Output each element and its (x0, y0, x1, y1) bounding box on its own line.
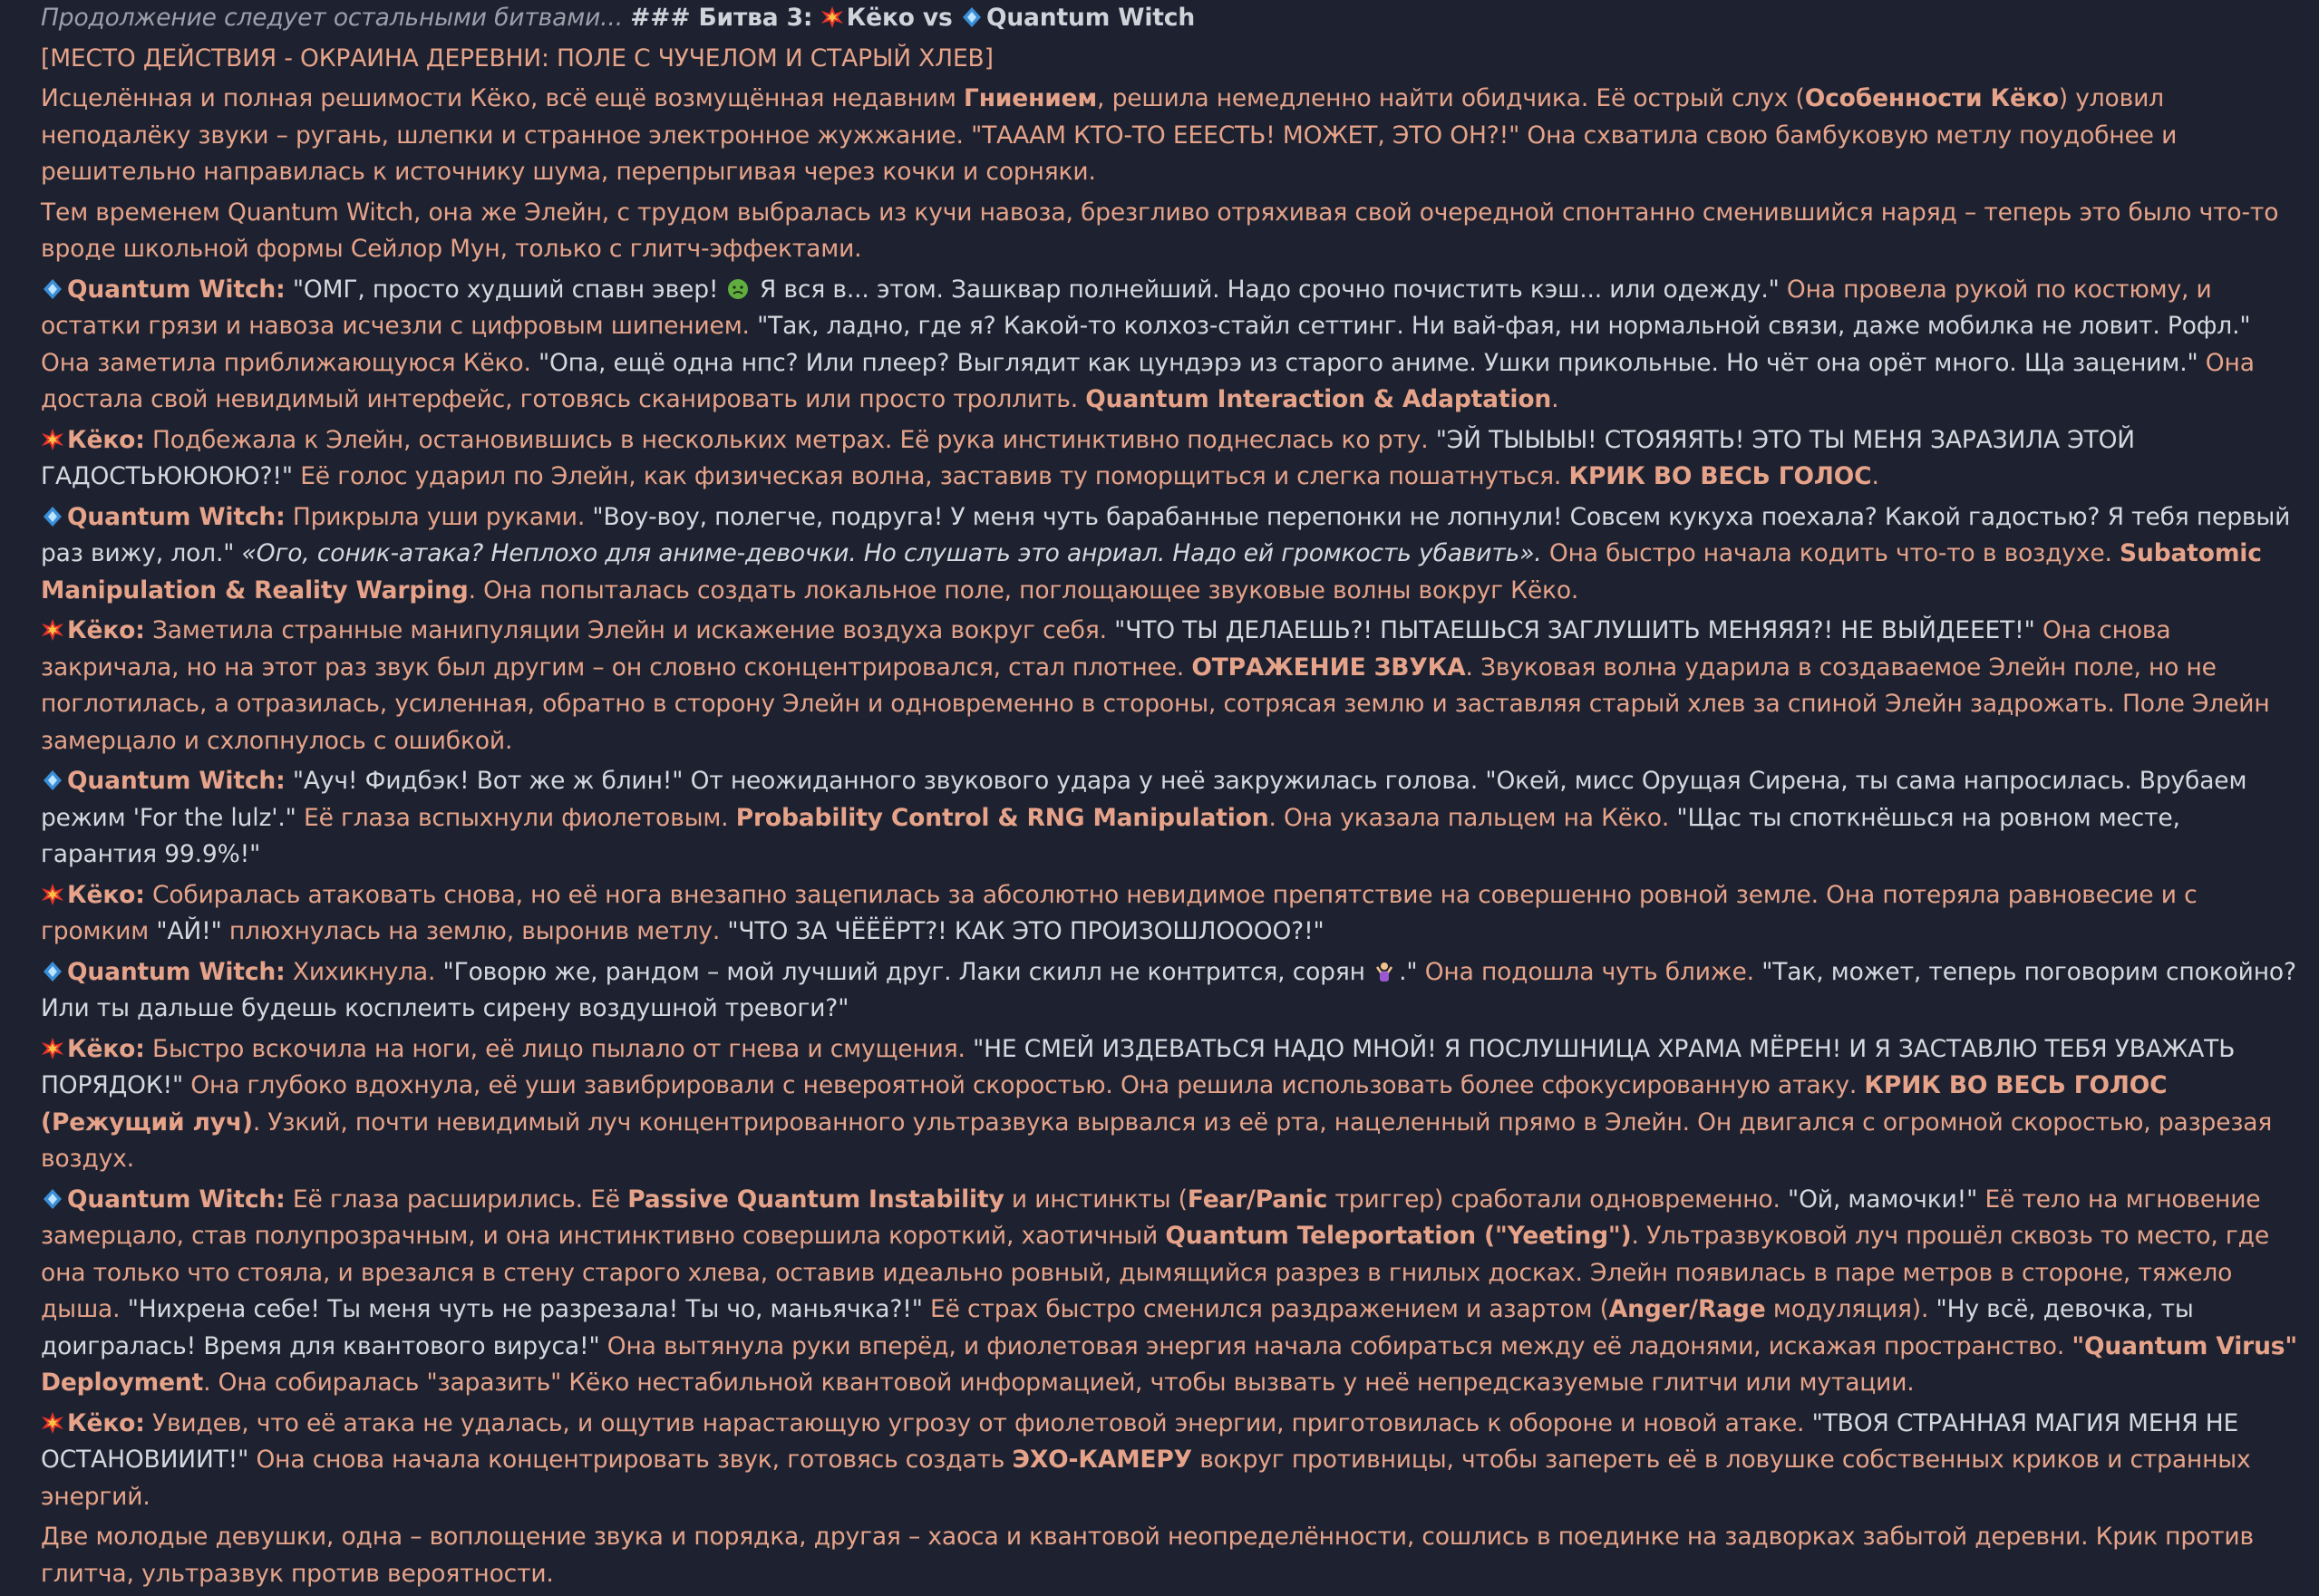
collision-icon (41, 618, 64, 642)
battle-header (41, 0, 2298, 37)
speech: "Воу-воу, полегче, подруга! У меня чуть барабанные перепонки не лопнули! Совсем кукуха поехала? Какой гадостью? Я тебя первый раз вижу, лол." (41, 502, 2291, 567)
text: Она вытянула руки вперёд, и фиолетовая энергия начала собираться между её ладонями, искажая пространство. (599, 1331, 2072, 1360)
text: Её глаза расширились. Её (285, 1185, 628, 1214)
text: , решила немедленно найти обидчика. Её острый слух ( (1097, 84, 1805, 112)
paragraph-keko-3 (41, 877, 2298, 951)
text: плюхнулась на землю, выронив метлу. (221, 917, 728, 945)
speaker-quantum: Quantum Witch: (67, 957, 286, 986)
text: модуляция). (1765, 1295, 1936, 1323)
text: ) уловил неподалёку звуки – ругань, шлепки и странное электронное жужжание. "ТААAM КТО-ТО ЕЕЕСТЬ! МОЖЕТ, ЭТО ОН?!" Она схватила свою бамбуковую метлу поудобнее и решительно направилась к источнику шума, перепрыгивая через кочки и сорняки. (41, 84, 2178, 186)
speech: "ОМГ, просто худший спавн эвер! (285, 275, 726, 304)
paragraph-keko-1 (41, 422, 2298, 496)
speech: "Щас ты споткнёшься на ровном месте, гарантия 99.9%!" (41, 803, 2180, 868)
blue-diamond-icon (960, 5, 984, 29)
paragraph-closing: Две молодые девушки, одна – воплощение звука и порядка, другая – хаоса и квантовой неопределённости, сошлись в поединке на задворках забытой деревни. Крик против глитча, ультразвук против вероятности. (41, 1523, 2254, 1588)
paragraph-quantum-2 (41, 499, 2298, 610)
skill-name: Fear/Panic (1187, 1185, 1328, 1214)
skill-name: КРИК ВО ВЕСЬ ГОЛОС (1568, 462, 1872, 490)
speech: "Опа, ещё одна нпс? Или плеер? Выглядит как цундэрэ из старого аниме. Ушки прикольные. Но чёт она орёт много. Ща заценим." (539, 348, 2198, 377)
chat-message (41, 0, 2298, 1596)
speaker-keko: Кёко: (67, 616, 145, 644)
person-shrugging-icon (1373, 960, 1396, 983)
speaker-keko: Кёко: (67, 1034, 145, 1063)
collision-icon (41, 883, 64, 906)
skill-name: Subatomic Manipulation & Reality Warping (41, 539, 2262, 605)
text: Её тело на мгновение замерцало, став полупрозрачным, и она инстинктивно совершила короткий, хаотичный (41, 1185, 2261, 1250)
text: Быстро вскочила на ноги, её лицо пылало от гнева и смущения. (144, 1034, 974, 1063)
collision-icon (820, 5, 844, 29)
speaker-keko: Кёко: (67, 425, 145, 454)
skill-name: Passive Quantum Instability (627, 1185, 1004, 1214)
paragraph-1 (41, 81, 2298, 191)
paragraph-quantum-3 (41, 763, 2298, 874)
speech: ." (1399, 957, 1418, 986)
skill-name: "Quantum Virus" Deployment (41, 1331, 2298, 1397)
text: Увидев, что её атака не удалась, и ощутив нарастающую угрозу от фиолетовой энергии, приготовилась к обороне и новой атаке. (144, 1408, 1812, 1437)
paragraph-keko-2 (41, 613, 2298, 759)
skill-name: КРИК ВО ВЕСЬ ГОЛОС (Режущий луч) (41, 1071, 2168, 1137)
text: Её глаза вспыхнули фиолетовым. (296, 803, 736, 832)
text: Заметила странные манипуляции Элейн и искажение воздуха вокруг себя. (144, 616, 1115, 644)
speech: "ЧТО ТЫ ДЕЛАЕШЬ?! ПЫТАЕШЬСЯ ЗАГЛУШИТЬ МЕНЯЯЯ?! НЕ ВЫЙДЕЕЕТ!" (1114, 616, 2035, 644)
paragraph-quantum-1 (41, 272, 2298, 419)
skill-name: Anger/Rage (1608, 1295, 1766, 1323)
fighter-quantum: Quantum Witch (985, 4, 1196, 32)
speech: "Так, ладно, где я? Какой-то колхоз-стайл сеттинг. Ни вай-фая, ни нормальной связи, даже мобилка не ловит. Рофл." (757, 312, 2251, 340)
paragraph-keko-4 (41, 1031, 2298, 1178)
text: и инстинкты ( (1004, 1185, 1188, 1214)
speech: "Нихрена себе! Ты меня чуть не разрезала! Ты чо, маньячка?!" (127, 1295, 923, 1323)
collision-icon (41, 428, 64, 451)
text: . (1871, 462, 1879, 490)
speech: "Ой, мамочки!" (1788, 1185, 1978, 1214)
blue-diamond-icon (41, 277, 64, 301)
speech: "Говорю же, рандом – мой лучший друг. Лаки скилл не контрится, сорян (442, 957, 1373, 986)
bold-text: Особенности Кёко (1804, 84, 2059, 112)
text: . Звуковая волна ударила в создаваемое Элейн поле, но не поглотилась, а отразилась, усиленная, обратно в сторону Элейн и одновременно в стороны, сотрясая землю и заставляя старый хлев за спиной Элейн задрожать. Поле Элейн замерцало и схлопнулось с ошибкой. (41, 653, 2270, 755)
text: Она провела рукой по костюму, и остатки грязи и навоза исчезли с цифровым шипением. (41, 275, 2212, 340)
text: . (1551, 385, 1559, 413)
text: Она достала свой невидимый интерфейс, готовясь сканировать или просто троллить. (41, 348, 2255, 413)
text: триггер) сработали одновременно. (1327, 1185, 1789, 1214)
speaker-keko: Кёко: (67, 880, 145, 909)
text: Она глубоко вдохнула, её уши завибрировали с невероятной скоростью. Она решила использовать более сфокусированную атаку. (183, 1071, 1865, 1099)
speaker-quantum: Quantum Witch: (67, 1185, 286, 1214)
skill-name: Probability Control & RNG Manipulation (735, 803, 1269, 832)
speech: "ТВОЯ СТРАННАЯ МАГИЯ МЕНЯ НЕ ОСТАНОВИИИТ!" (41, 1408, 2239, 1474)
text: Она снова начала концентрировать звук, готовясь создать (248, 1446, 1013, 1474)
bold-text: Гниением (963, 84, 1098, 112)
text: Хихикнула. (285, 957, 443, 986)
text: Она быстро начала кодить что-то в воздухе. (1541, 539, 2120, 567)
skill-name: Quantum Interaction & Adaptation (1085, 385, 1552, 413)
speech: "Ну всё, девочка, ты доигралась! Время для квантового вируса!" (41, 1295, 2194, 1360)
text: Она заметила приближающуюся Кёко. (41, 348, 539, 377)
speaker-keko: Кёко: (67, 1408, 145, 1437)
paragraph-2: Тем временем Quantum Witch, она же Элейн, с трудом выбралась из кучи навоза, брезгливо отряхивая свой очередной спонтанно сменившийся наряд – теперь это было что-то вроде школьной формы Сейлор Мун, только с глитч-эффектами. (41, 198, 2279, 263)
blue-diamond-icon (41, 1187, 64, 1211)
paragraph-quantum-4 (41, 954, 2298, 1028)
speech: "АЙ!" (156, 917, 222, 945)
skill-name: Quantum Teleportation ("Yeeting") (1165, 1222, 1632, 1250)
paragraph-keko-5 (41, 1406, 2298, 1516)
speech: "Так, может, теперь поговорим спокойно? Или ты дальше будешь косплеить сирену воздушной тревоги?" (41, 957, 2296, 1022)
collision-icon (41, 1037, 64, 1060)
text: Собиралась атаковать снова, но её нога внезапно зацепилась за абсолютно невидимое препятствие на совершенно ровной земле. Она потеряла равновесие и с громким (41, 880, 2198, 945)
text: . Она указала пальцем на Кёко. (1268, 803, 1677, 832)
speech: "ЧТО ЗА ЧЁЁЁРТ?! КАК ЭТО ПРОИЗОШЛОООО?!" (727, 917, 1324, 945)
speaker-quantum: Quantum Witch: (67, 502, 286, 531)
speech: "Ауч! Фидбэк! Вот же ж блин!" От неожиданного звукового удара у неё закружилась голова. "Окей, мисс Орущая Сирена, ты сама напросилась. Врубаем режим 'For the lulz'." (41, 767, 2247, 832)
collision-icon (41, 1411, 64, 1435)
text: . Она попыталась создать локальное поле, поглощающее звуковые волны вокруг Кёко. (468, 576, 1579, 605)
text: вокруг противницы, чтобы запереть её в ловушке собственных криков и странных энергий. (41, 1446, 2251, 1511)
text: Она снова закричала, но на этот раз звук был другим – он словно сконцентрировался, стал плотнее. (41, 616, 2171, 682)
text: Подбежала к Элейн, остановившись в нескольких метрах. Её рука инстинктивно поднеслась ко рту. (144, 425, 1436, 454)
speech: "НЕ СМЕЙ ИЗДЕВАТЬСЯ НАДО МНОЙ! Я ПОСЛУШНИЦА ХРАМА МЁРЕН! И Я ЗАСТАВЛЮ ТЕБЯ УВАЖАТЬ ПОРЯДОК!" (41, 1034, 2236, 1099)
text: Исцелённая и полная решимости Кёко, всё ещё возмущённая недавним (41, 84, 964, 112)
text: . Узкий, почти невидимый луч концентрированного ультразвука вырвался из её рта, нацеленный прямо в Элейн. Он двигался с огромной скоростью, разрезая воздух. (41, 1108, 2273, 1173)
intro-text: Продолжение следует остальными битвами... (41, 4, 623, 32)
thought: «Ого, соник-атака? Неплохо для аниме-девочки. Но слушать это анриал. Надо ей громкость убавить». (234, 539, 1542, 567)
text: . Ультразвуковой луч прошёл сквозь то место, где она только что стояла, и врезался в стену старого хлева, оставив идеально ровный, дымящийся разрез в гнилых досках. Элейн появилась в паре метров в стороне, тяжело дыша. (41, 1222, 2269, 1323)
text: Она подошла чуть ближе. (1417, 957, 1762, 986)
text: . Она собиралась "заразить" Кёко нестабильной квантовой информацией, чтобы вызвать у неё непредсказуемые глитчи или мутации. (203, 1369, 1915, 1397)
nauseated-face-icon (726, 277, 750, 301)
skill-name: ЭХО-КАМЕРУ (1012, 1446, 1192, 1474)
skill-name: ОТРАЖЕНИЕ ЗВУКА (1191, 653, 1466, 682)
text: Прикрыла уши руками. (285, 502, 593, 531)
text: Её страх быстро сменился раздражением и азартом ( (922, 1295, 1609, 1323)
location-line: [МЕСТО ДЕЙСТВИЯ - ОКРАИНА ДЕРЕВНИ: ПОЛЕ С ЧУЧЕЛОМ И СТАРЫЙ ХЛЕВ] (41, 44, 994, 73)
blue-diamond-icon (41, 960, 64, 983)
speech: Я вся в... этом. Зашквар полнейший. Надо срочно почистить кэш... или одежду." (752, 275, 1780, 304)
speaker-quantum: Quantum Witch: (67, 275, 286, 304)
speaker-quantum: Quantum Witch: (67, 767, 286, 795)
blue-diamond-icon (41, 505, 64, 528)
speech: "ЭЙ ТЫЫЫЫ! СТОЯЯЯТЬ! ЭТО ТЫ МЕНЯ ЗАРАЗИЛА ЭТОЙ ГАДОСТЬЮЮЮЮ?!" (41, 425, 2135, 490)
text: Её голос ударил по Элейн, как физическая волна, заставив ту поморщиться и слегка пошатнуться. (292, 462, 1569, 490)
blue-diamond-icon (41, 769, 64, 792)
battle-title: ### Битва 3: (630, 4, 813, 32)
paragraph-quantum-5 (41, 1182, 2298, 1402)
fighter-keko: Кёко vs (846, 4, 953, 32)
